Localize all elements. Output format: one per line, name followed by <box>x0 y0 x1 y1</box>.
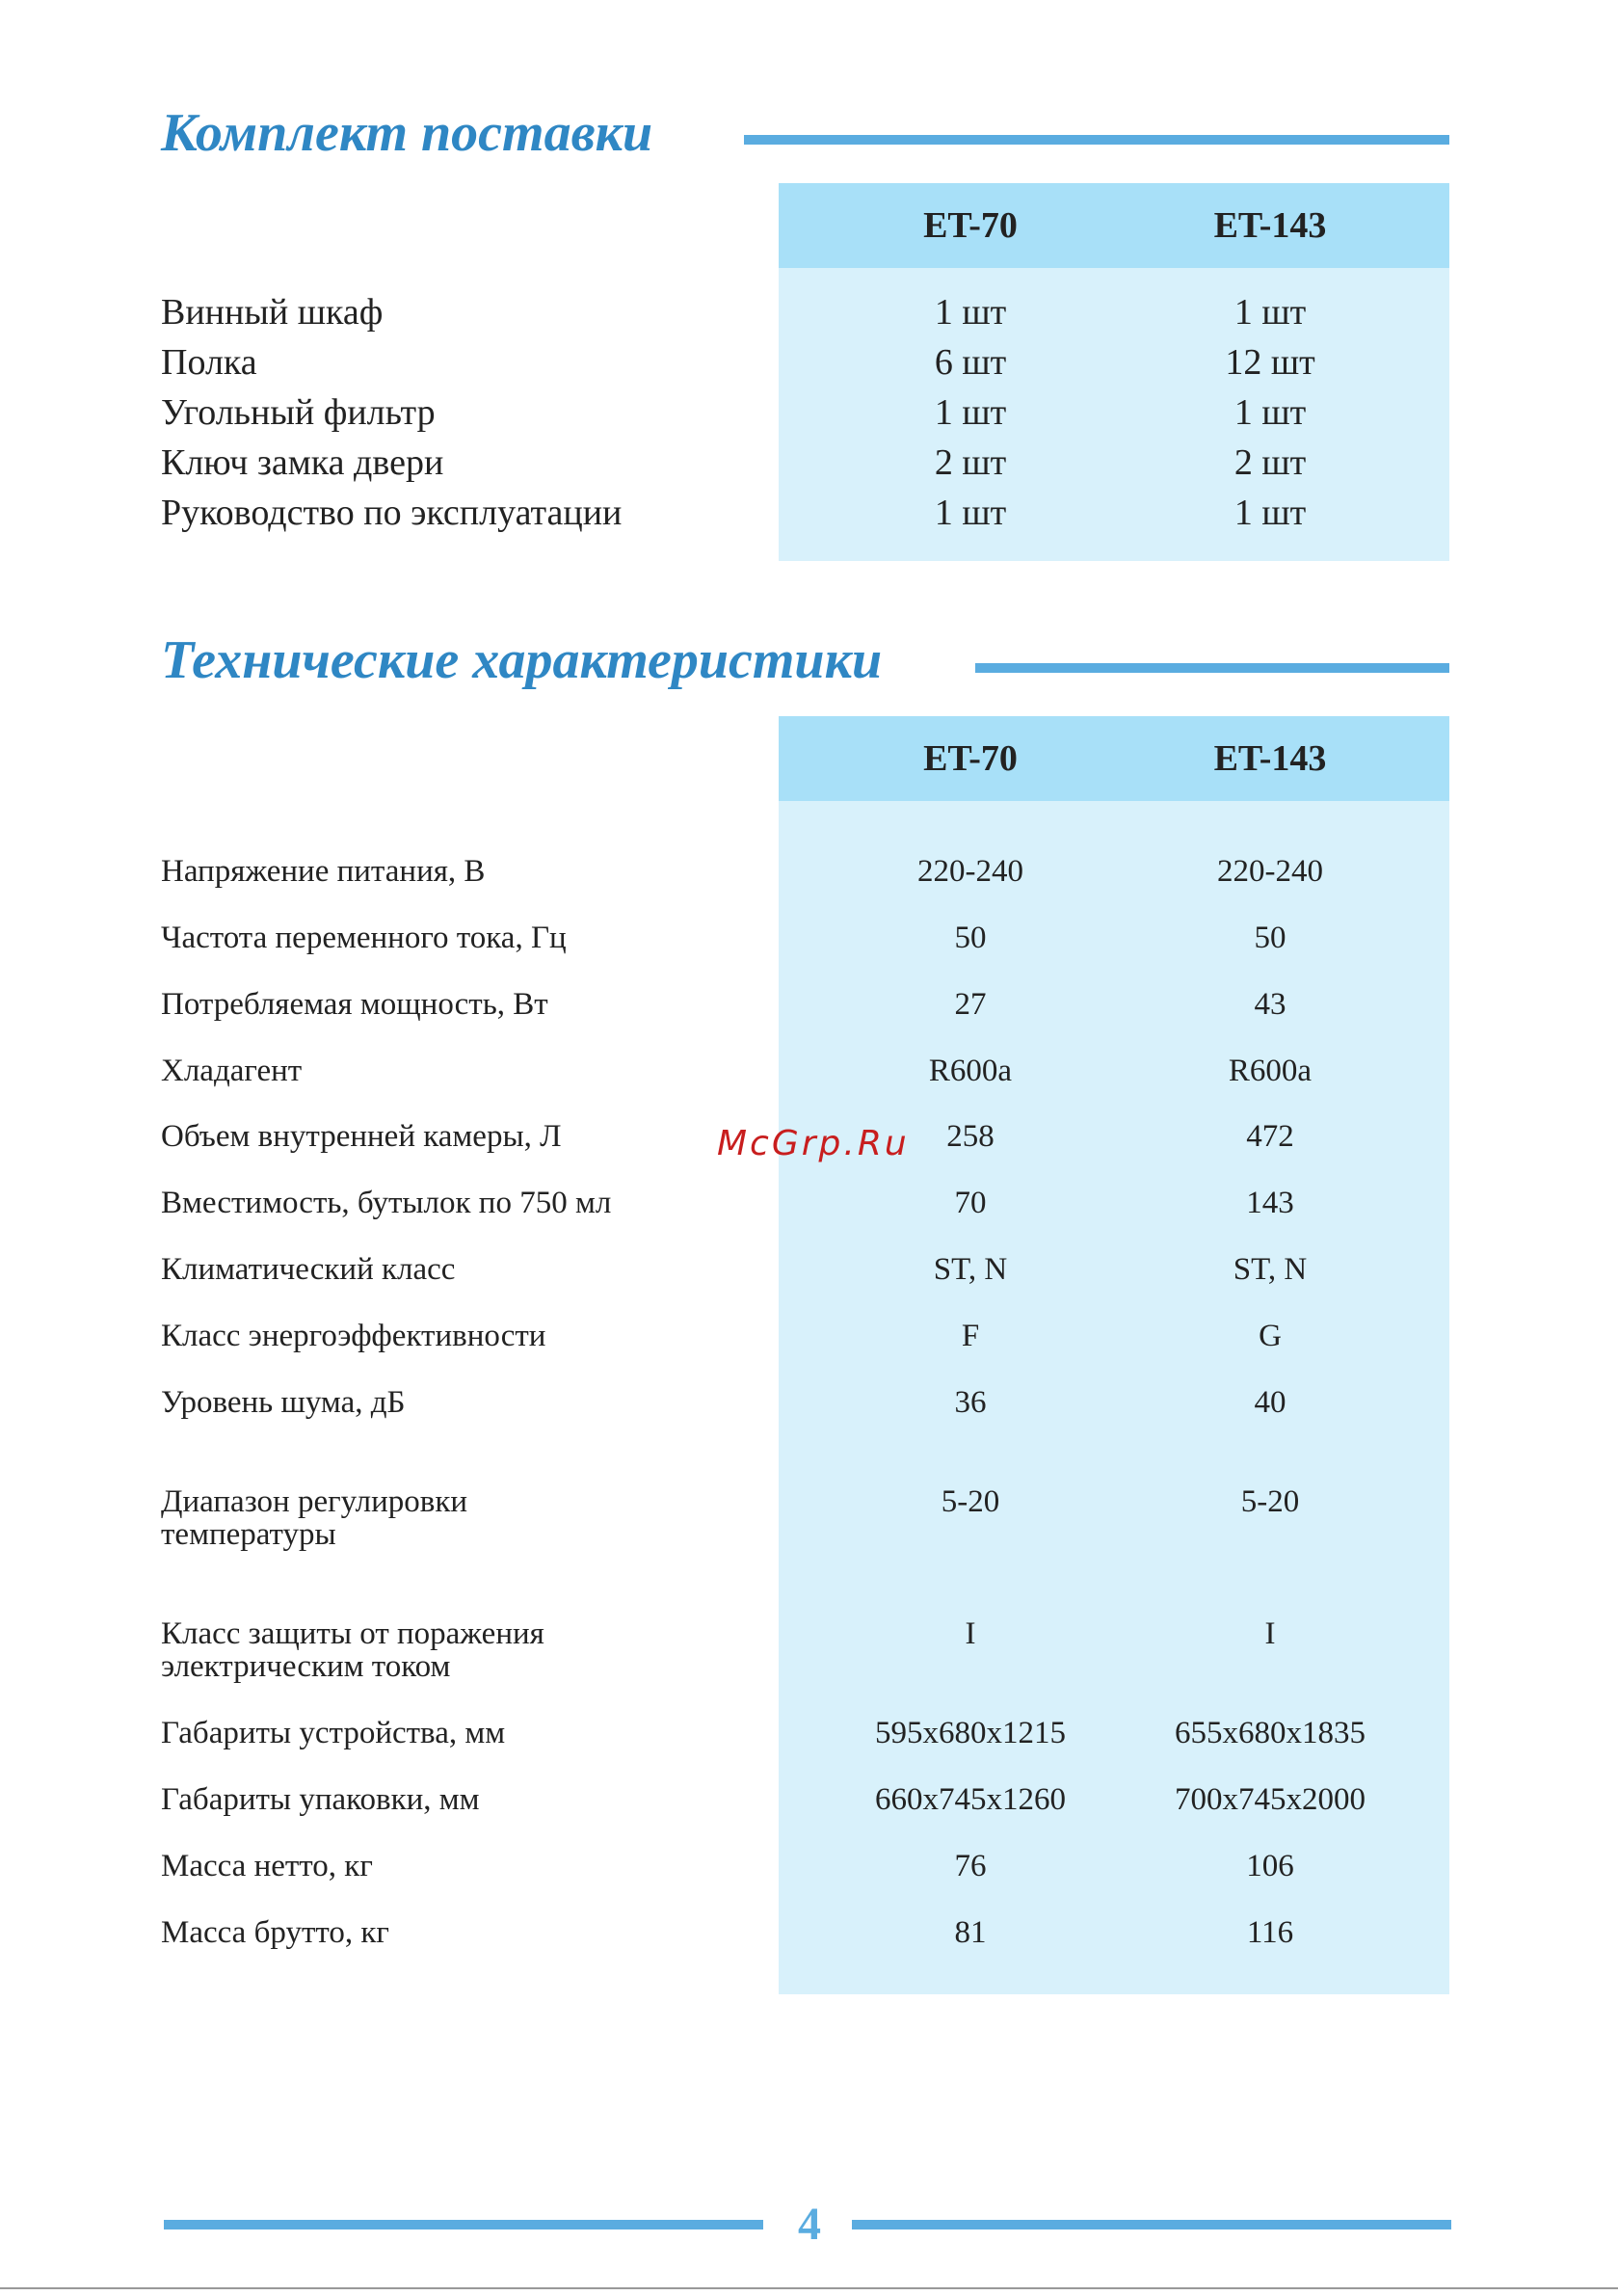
spec-value-et70: 36 <box>954 1385 987 1420</box>
spec-value-et70: 81 <box>954 1915 987 1950</box>
page-bottom-edge <box>0 2287 1618 2289</box>
specs-header-et143: ET-143 <box>1213 738 1327 779</box>
kit-qty-et70: 6 шт <box>934 342 1007 383</box>
spec-value-et70: 5-20 <box>941 1484 1000 1519</box>
kit-qty-et70: 1 шт <box>934 392 1007 433</box>
spec-value-et143: 700x745x2000 <box>1175 1782 1366 1817</box>
spec-label-line2: электрическим током <box>161 1649 451 1684</box>
spec-value-et143: 5-20 <box>1240 1484 1300 1519</box>
spec-value-et70: I <box>965 1616 976 1651</box>
specs-section-title: Технические характеристики <box>161 630 883 690</box>
spec-value-et70: 220-240 <box>917 854 1023 889</box>
spec-label: Потребляемая мощность, Вт <box>161 987 548 1022</box>
spec-label: Класс защиты от поражения <box>161 1616 544 1651</box>
spec-label: Габариты упаковки, мм <box>161 1782 480 1817</box>
kit-section-title: Комплект поставки <box>161 103 653 163</box>
spec-value-et143: G <box>1259 1319 1282 1353</box>
spec-label: Климатический класс <box>161 1252 456 1287</box>
spec-value-et70: 660x745x1260 <box>875 1782 1066 1817</box>
kit-header-et143: ET-143 <box>1213 205 1327 246</box>
kit-qty-et143: 12 шт <box>1225 342 1315 383</box>
spec-value-et143: 50 <box>1254 921 1286 955</box>
spec-value-et70: F <box>961 1319 980 1353</box>
spec-label: Масса нетто, кг <box>161 1849 373 1883</box>
spec-value-et70: 70 <box>954 1186 987 1220</box>
spec-label: Напряжение питания, В <box>161 854 486 889</box>
spec-value-et143: 116 <box>1246 1915 1294 1950</box>
spec-value-et143: 220-240 <box>1217 854 1323 889</box>
kit-item-label: Ключ замка двери <box>161 442 444 483</box>
spec-value-et70: 595x680x1215 <box>875 1716 1066 1750</box>
kit-qty-et143: 2 шт <box>1233 442 1307 483</box>
watermark: McGrp.Ru <box>717 1124 910 1163</box>
kit-qty-et143: 1 шт <box>1233 493 1307 533</box>
spec-label: Частота переменного тока, Гц <box>161 921 567 955</box>
spec-label-line2: температуры <box>161 1517 336 1552</box>
kit-qty-et70: 1 шт <box>934 292 1007 333</box>
spec-value-et70: ST, N <box>933 1252 1008 1287</box>
kit-column-header <box>779 183 1449 268</box>
spec-label: Вместимость, бутылок по 750 мл <box>161 1186 612 1220</box>
spec-label: Габариты устройства, мм <box>161 1716 506 1750</box>
spec-value-et143: 655x680x1835 <box>1175 1716 1366 1750</box>
spec-label: Объем внутренней камеры, Л <box>161 1119 562 1154</box>
spec-label: Диапазон регулировки <box>161 1484 468 1519</box>
spec-value-et70: R600a <box>928 1054 1013 1088</box>
kit-qty-et70: 2 шт <box>934 442 1007 483</box>
specs-title-rule <box>975 663 1449 673</box>
kit-item-label: Угольный фильтр <box>161 392 436 433</box>
kit-qty-et70: 1 шт <box>934 493 1007 533</box>
page-number: 4 <box>798 2199 821 2250</box>
kit-item-label: Руководство по эксплуатации <box>161 493 623 533</box>
specs-header-et70: ET-70 <box>923 738 1018 779</box>
spec-value-et70: 27 <box>954 987 987 1022</box>
footer-rule-left <box>164 2220 763 2229</box>
spec-value-et70: 76 <box>954 1849 987 1883</box>
spec-value-et143: 43 <box>1254 987 1286 1022</box>
spec-value-et143: I <box>1264 1616 1276 1651</box>
spec-label: Масса брутто, кг <box>161 1915 389 1950</box>
spec-value-et143: ST, N <box>1233 1252 1308 1287</box>
spec-label: Уровень шума, дБ <box>161 1385 406 1420</box>
spec-value-et143: 106 <box>1246 1849 1294 1883</box>
kit-item-label: Полка <box>161 342 257 383</box>
footer-rule-right <box>852 2220 1451 2229</box>
spec-value-et70: 258 <box>946 1119 995 1154</box>
spec-value-et143: 472 <box>1246 1119 1294 1154</box>
spec-value-et143: 40 <box>1254 1385 1286 1420</box>
spec-value-et70: 50 <box>954 921 987 955</box>
kit-qty-et143: 1 шт <box>1233 292 1307 333</box>
spec-value-et143: R600a <box>1228 1054 1313 1088</box>
kit-header-et70: ET-70 <box>923 205 1018 246</box>
spec-label: Класс энергоэффективности <box>161 1319 546 1353</box>
kit-item-label: Винный шкаф <box>161 292 384 333</box>
spec-label: Хладагент <box>161 1054 303 1088</box>
kit-qty-et143: 1 шт <box>1233 392 1307 433</box>
specs-column-header <box>779 716 1449 801</box>
spec-value-et143: 143 <box>1246 1186 1294 1220</box>
kit-title-rule <box>744 135 1449 145</box>
